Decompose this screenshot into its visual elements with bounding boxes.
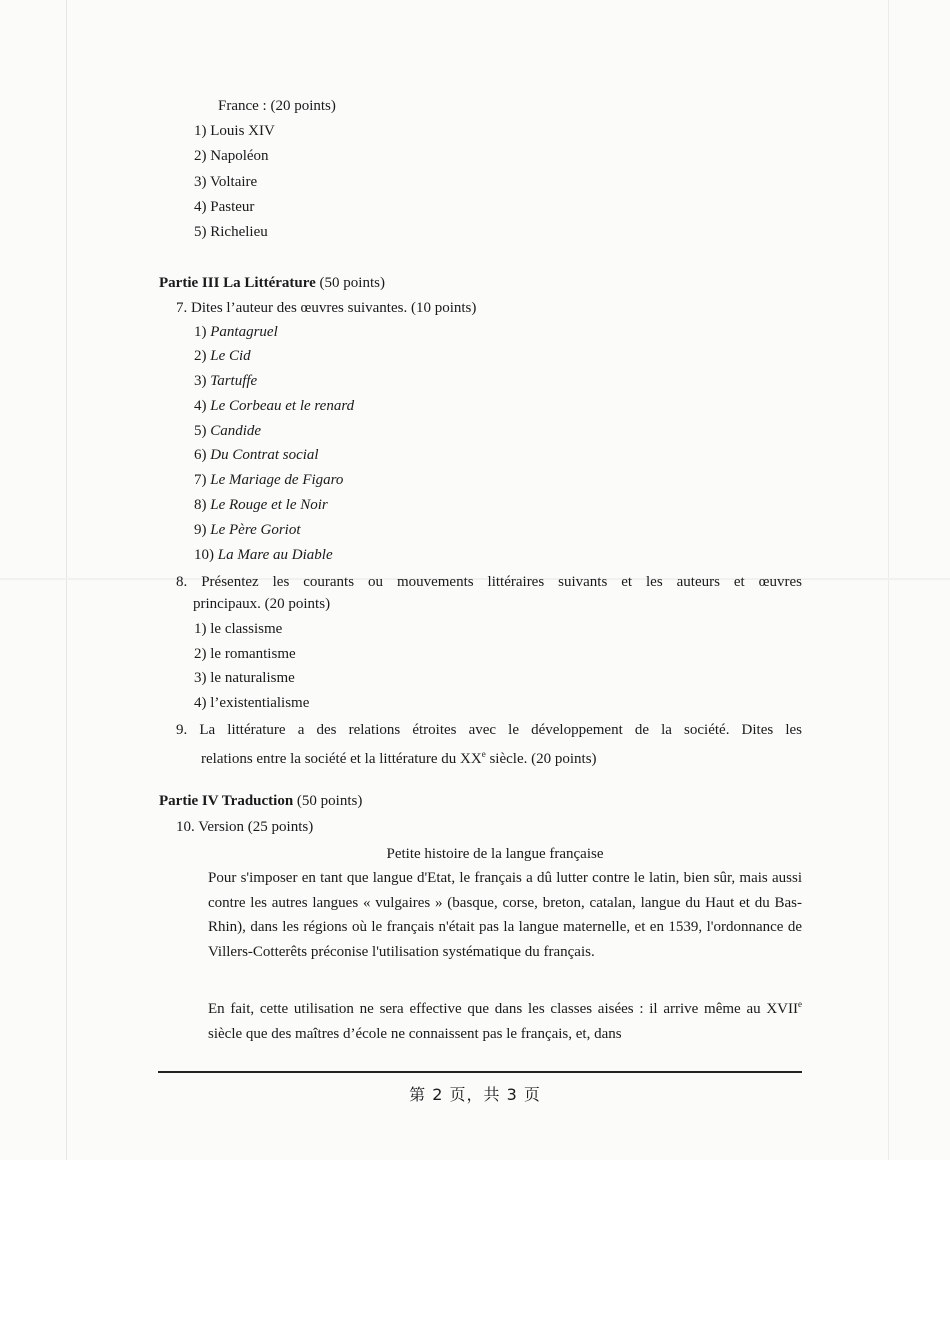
list-item: 3) le naturalisme (194, 670, 295, 686)
list-item: 4) Pasteur (194, 199, 255, 215)
list-item: 1) le classisme (194, 621, 283, 637)
section-title: Partie IV Traduction (159, 793, 294, 809)
page-edge-left (66, 0, 67, 1160)
question-9-line-2: relations entre la société et la littérature du XXe siècle. (20 points) (201, 749, 597, 767)
list-item: 2) le romantisme (194, 646, 296, 662)
list-item: 7) Le Mariage de Figaro (194, 472, 344, 488)
work-title: Le Rouge et le Noir (210, 497, 328, 513)
list-item: 3) Voltaire (194, 174, 258, 190)
list-item: 4) Le Corbeau et le renard (194, 398, 355, 414)
question-8-line-1: 8. Présentez les courants ou mouvements littéraires suivants et les auteurs et œuvres (176, 574, 802, 590)
list-item: 1) Louis XIV (194, 123, 275, 139)
list-item: 5) Candide (194, 423, 262, 439)
work-title: Candide (210, 423, 262, 439)
passage-paragraph-2: En fait, cette utilisation ne sera effective que dans les classes aisées : il arrive même au XVIIe siècle que des maîtres d’école ne connaissent pas le français, et, dans (208, 999, 802, 1042)
section-points: (50 points) (315, 275, 385, 291)
work-title: Le Mariage de Figaro (210, 472, 344, 488)
work-title: Le Corbeau et le renard (210, 398, 355, 414)
question-8-line-2: principaux. (20 points) (193, 596, 331, 612)
page-footer: 第 2 页，共 3 页 (409, 1085, 541, 1104)
list-item: 1) Pantagruel (194, 324, 278, 340)
list-item: 2) Le Cid (194, 348, 251, 364)
section-heading-partie-3 (159, 273, 385, 293)
section-title: Partie III La Littérature (159, 275, 316, 291)
section-points: (50 points) (293, 793, 363, 809)
section-heading-partie-4 (159, 791, 362, 811)
work-title: Tartuffe (210, 373, 258, 389)
list-item: 10) La Mare au Diable (194, 547, 333, 563)
list-item: 6) Du Contrat social (194, 447, 319, 463)
list-item: 9) Le Père Goriot (194, 522, 301, 538)
footer-rule (158, 1071, 802, 1073)
work-title: Du Contrat social (210, 447, 319, 463)
question-10: 10. Version (25 points) (176, 819, 314, 835)
page-edge-right (888, 0, 889, 1160)
list-item: 8) Le Rouge et le Noir (194, 497, 328, 513)
list-item: 2) Napoléon (194, 148, 269, 164)
question-7: 7. Dites l’auteur des œuvres suivantes. (10 points) (176, 300, 477, 316)
work-title: La Mare au Diable (217, 547, 333, 563)
work-title: Pantagruel (210, 324, 278, 340)
passage-paragraph-1: Pour s'imposer en tant que langue d'Etat, le français a dû lutter contre le latin, bien sûr, mais aussi contre les autres langues « vulgaires » (basque, corse, breton, catalan, langue du Haut et du Bas-Rhin), dans les régions où le français n'était pas la langue maternelle, et en 1539, l'ordonnance de Villers-Cotterêts préconise l'utilisation systématique du français. (208, 870, 802, 960)
question-9-line-1: 9. La littérature a des relations étroites avec le développement de la société. Dites les (176, 722, 802, 738)
work-title: Le Père Goriot (210, 522, 301, 538)
list-item: 5) Richelieu (194, 224, 268, 240)
work-title: Le Cid (210, 348, 251, 364)
france-header: France : (20 points) (218, 98, 336, 114)
list-item: 4) l’existentialisme (194, 695, 310, 711)
passage-title: Petite histoire de la langue française (386, 846, 604, 862)
list-item: 3) Tartuffe (194, 373, 258, 389)
